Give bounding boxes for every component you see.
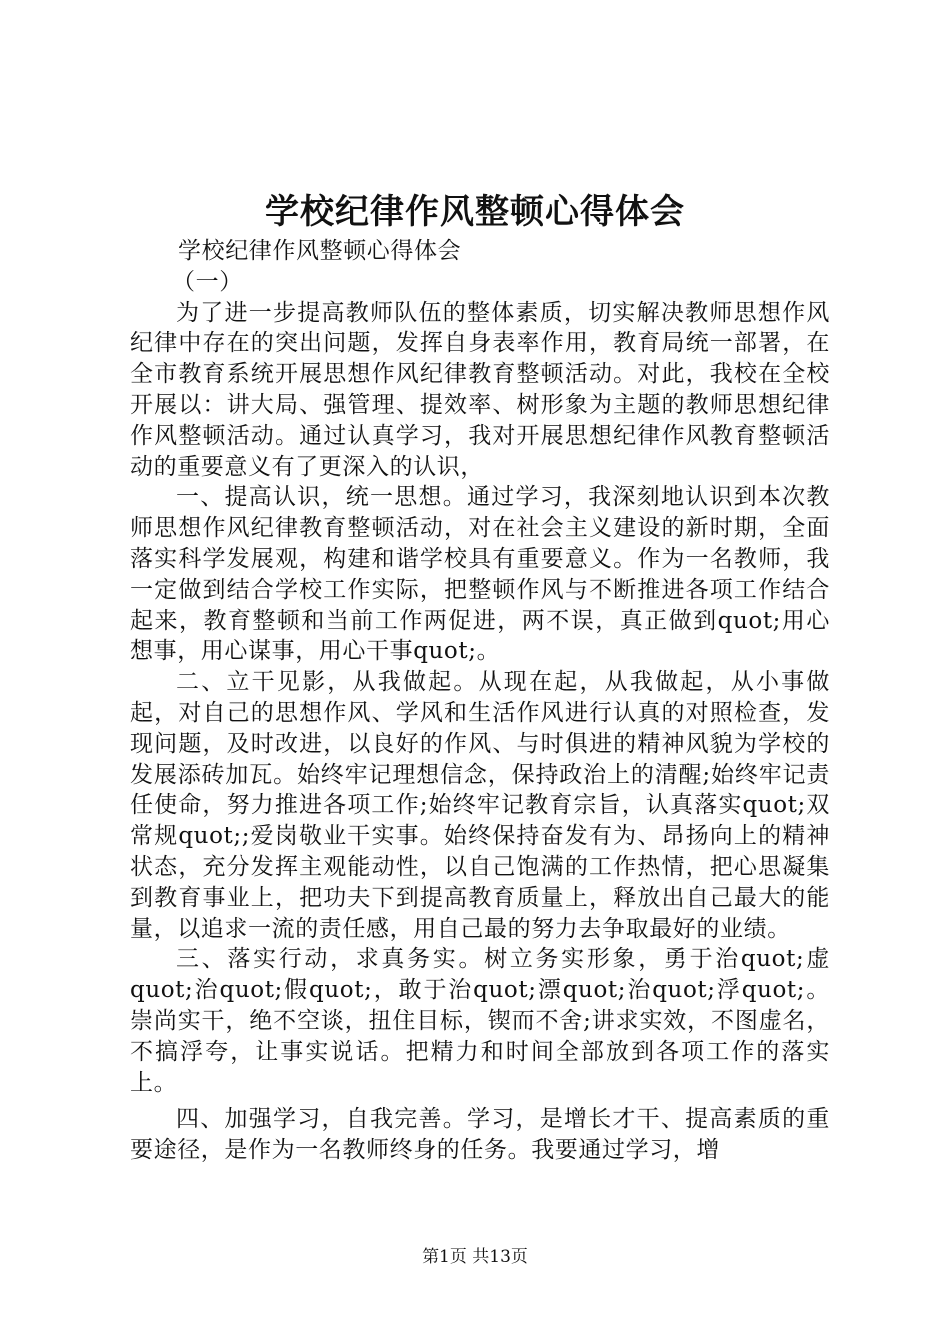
paragraph-intro: 为了进一步提高教师队伍的整体素质，切实解决教师思想作风纪律中存在的突出问题，发挥自身表率作用，教育局统一部署，在全市教育系统开展思想作风纪律教育整顿活动。对此，我校在全校开展以：讲大局、强管理、提效率、树形象为主题的教师思想纪律作风整顿活动。通过认真学习，我对开展思想纪律作风教育整顿活动的重要意义有了更深入的认识，	[130, 299, 830, 480]
page-footer: 第1页 共13页	[422, 1247, 528, 1267]
paragraph-point-1: 一、提高认识，统一思想。通过学习，我深刻地认识到本次教师思想作风纪律教育整顿活动，对在社会主义建设的新时期，全面落实科学发展观，构建和谐学校具有重要意义。作为一名教师，我一定做到结合学校工作实际，把整顿作风与不断推进各项工作结合起来，教育整顿和当前工作两促进，两不误，真正做到quot;用心想事，用心谋事，用心干事quot;。	[130, 484, 830, 665]
document-title: 学校纪律作风整顿心得体会	[265, 192, 685, 232]
section-marker: （一）	[172, 268, 243, 295]
paragraph-point-3: 三、落实行动，求真务实。树立务实形象，勇于治quot;虚quot;治quot;假quot;，敢于治quot;漂quot;治quot;浮quot;。崇尚实干，绝不空谈，扭住目标，锲而不舍;讲求实效，不图虚名，不搞浮夸，让事实说话。把精力和时间全部放到各项工作的落实上。	[130, 946, 830, 1096]
document-subtitle: 学校纪律作风整顿心得体会	[178, 238, 462, 264]
document-body	[130, 236, 830, 1166]
paragraph-point-4: 四、加强学习，自我完善。学习，是增长才干、提高素质的重要途径，是作为一名教师终身的任务。我要通过学习，增	[130, 1106, 830, 1164]
paragraph-point-2: 二、立干见影，从我做起。从现在起，从我做起，从小事做起，对自己的思想作风、学风和生活作风进行认真的对照检查，发现问题，及时改进，以良好的作风、与时俱进的精神风貌为学校的发展添砖加瓦。始终牢记理想信念，保持政治上的清醒;始终牢记责任使命，努力推进各项工作;始终牢记教育宗旨，认真落实quot;双常规quot;;爱岗敬业干实事。始终保持奋发有为、昂扬向上的精神状态，充分发挥主观能动性，以自己饱满的工作热情，把心思凝集到教育事业上，把功夫下到提高教育质量上，释放出自己最大的能量，以追求一流的责任感，用自己最的努力去争取最好的业绩。	[130, 669, 830, 942]
